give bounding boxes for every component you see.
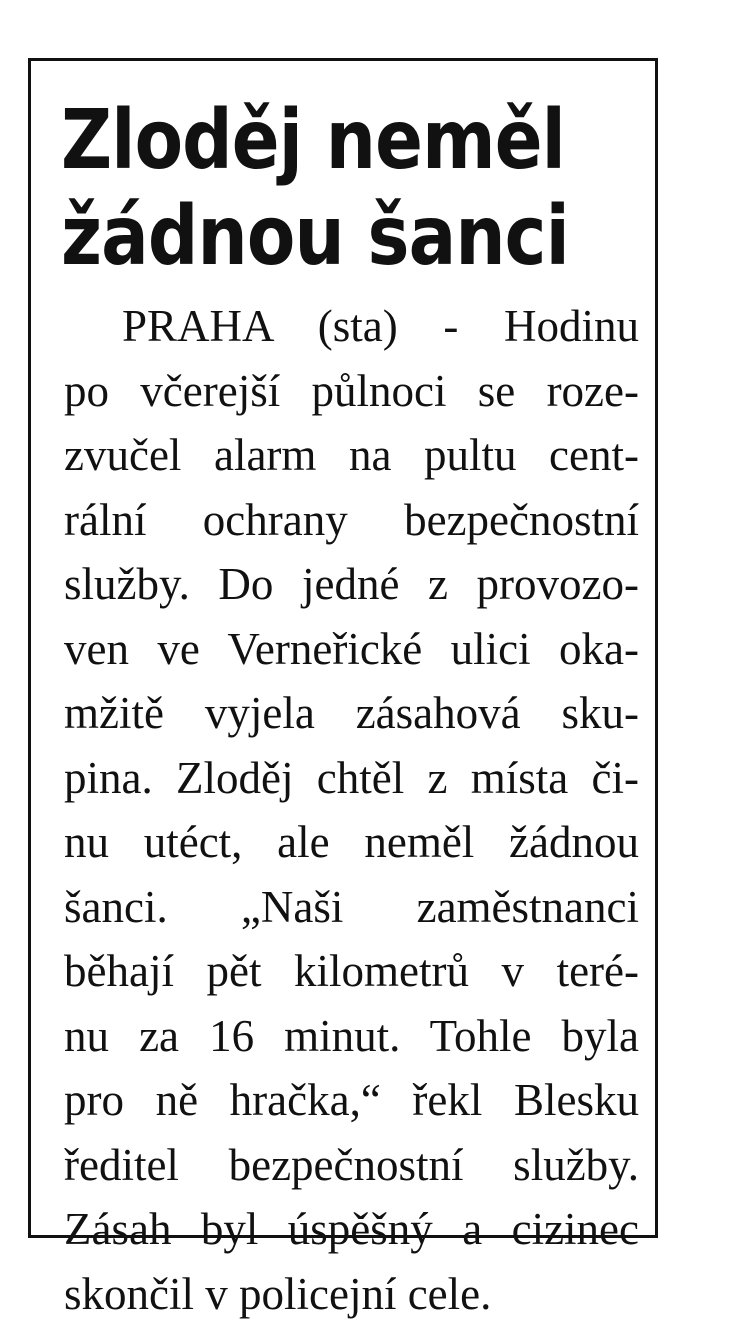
headline-line: Zloděj neměl [61, 93, 569, 189]
body-line: mžitě vyjela zásahová sku- [64, 681, 639, 746]
headline-line: žádnou šanci [61, 189, 569, 285]
body-line: po včerejší půlnoci se roze- [64, 359, 639, 424]
headline [61, 93, 569, 285]
newspaper-clipping [28, 58, 658, 1238]
body-line: ředitel bezpečnostní služby. [64, 1133, 639, 1198]
body-line: skončil v policejní cele. [64, 1262, 639, 1326]
body-line: pro ně hračka,“ řekl Blesku [64, 1068, 639, 1133]
article-body [64, 294, 639, 1326]
body-line: Zásah byl úspěšný a cizinec [64, 1197, 639, 1262]
body-line: zvučel alarm na pultu cent- [64, 423, 639, 488]
body-line: šanci. „Naši zaměstnanci [64, 875, 639, 940]
body-line: ven ve Verneřické ulici oka- [64, 617, 639, 682]
body-line: pina. Zloděj chtěl z místa či- [64, 746, 639, 811]
body-line: rální ochrany bezpečnostní [64, 488, 639, 553]
body-line: nu utéct, ale neměl žádnou [64, 810, 639, 875]
body-line: služby. Do jedné z provozo- [64, 552, 639, 617]
body-line: nu za 16 minut. Tohle byla [64, 1004, 639, 1069]
body-line: běhají pět kilometrů v teré- [64, 939, 639, 1004]
body-line: PRAHA (sta) - Hodinu [64, 294, 639, 359]
